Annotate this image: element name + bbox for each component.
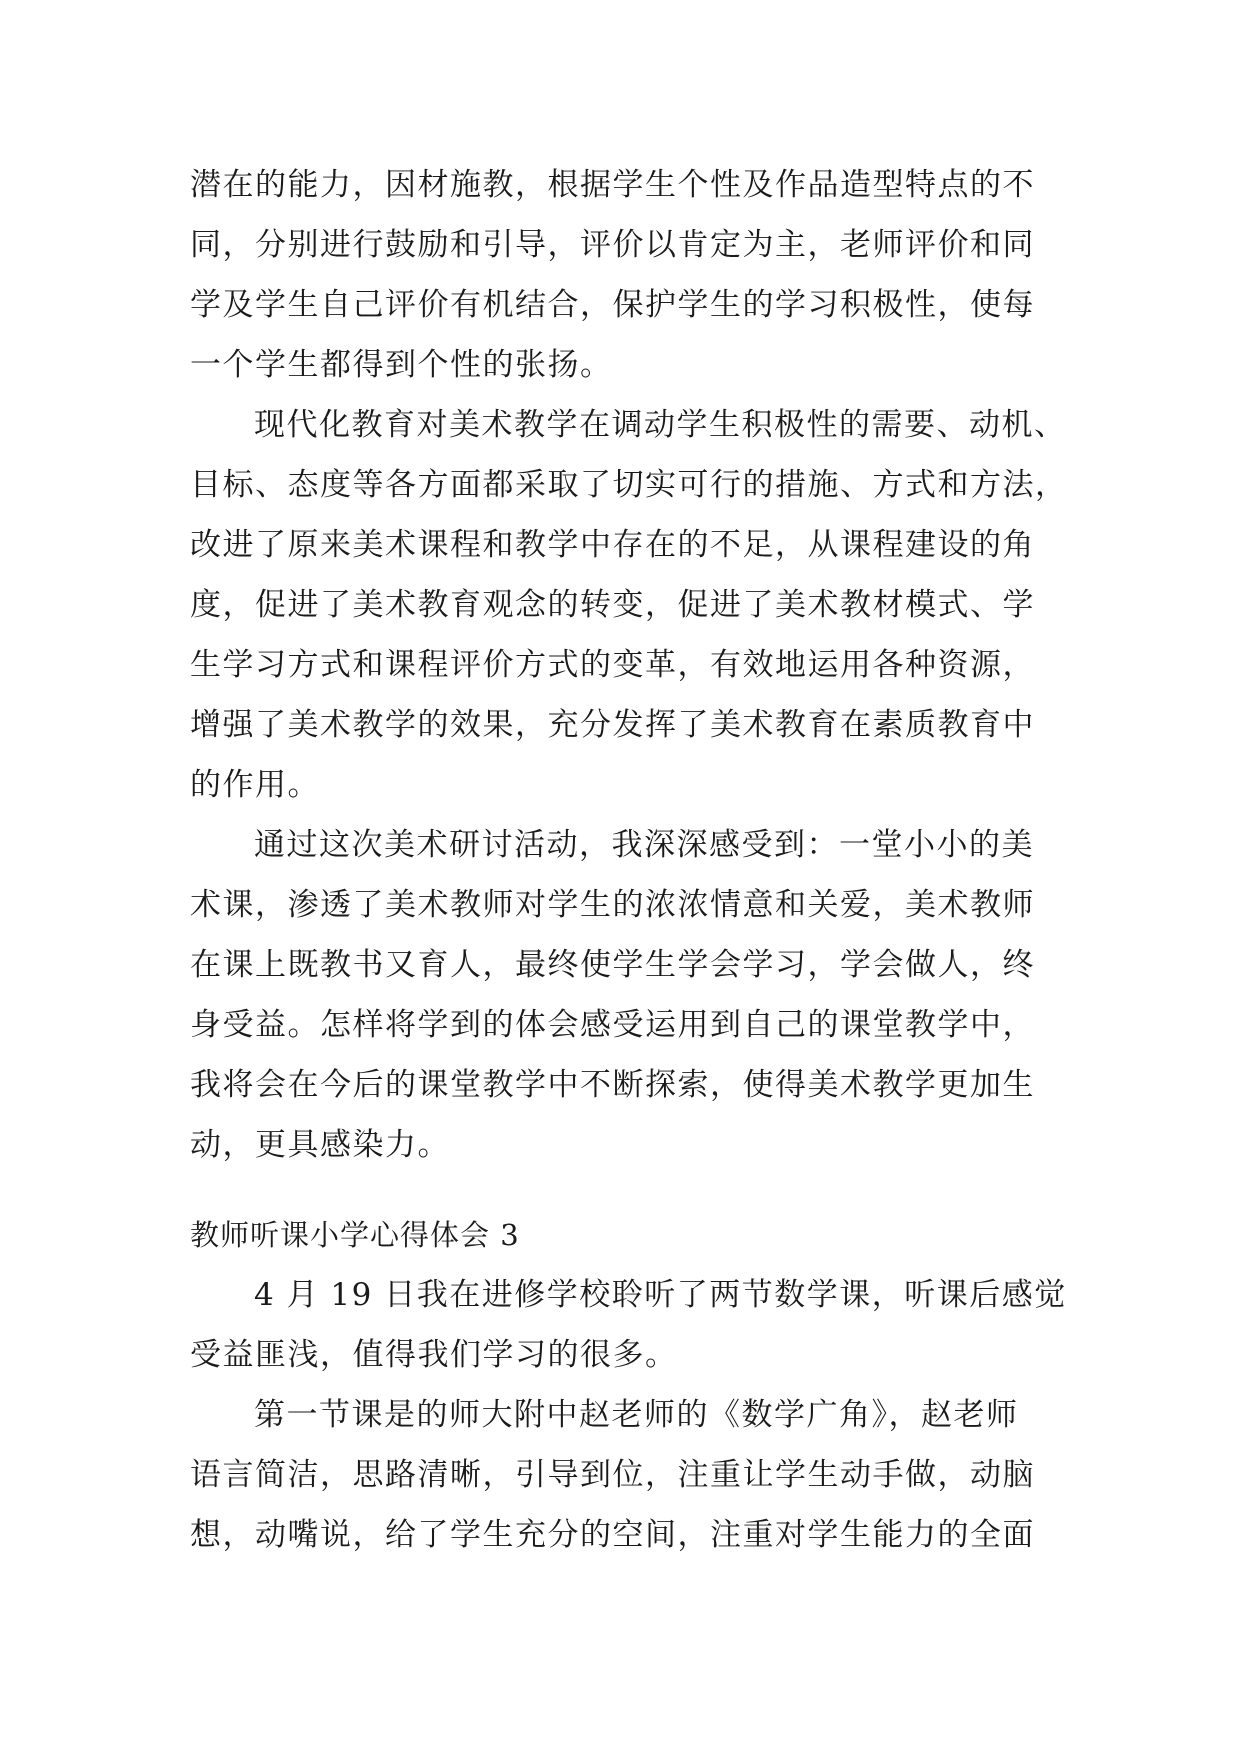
paragraph-line: 通过这次美术研讨活动，我深深感受到：一堂小小的美	[254, 827, 1034, 863]
paragraph-line: 受益匪浅，值得我们学习的很多。	[190, 1337, 678, 1373]
paragraph-line: 现代化教育对美术教学在调动学生积极性的需要、动机、	[254, 407, 1067, 443]
paragraph-line: 度，促进了美术教育观念的转变，促进了美术教材模式、学	[190, 587, 1035, 623]
paragraph-line: 潜在的能力，因材施教，根据学生个性及作品造型特点的不	[190, 167, 1035, 203]
paragraph-line: 改进了原来美术课程和教学中存在的不足，从课程建设的角	[190, 527, 1035, 563]
paragraph-line: 学及学生自己评价有机结合，保护学生的学习积极性，使每	[190, 287, 1035, 323]
paragraph-line: 想，动嘴说，给了学生充分的空间，注重对学生能力的全面	[190, 1517, 1035, 1553]
paragraph-line: 同，分别进行鼓励和引导，评价以肯定为主，老师评价和同	[190, 227, 1035, 263]
paragraph-line: 我将会在今后的课堂教学中不断探索，使得美术教学更加生	[190, 1067, 1035, 1103]
paragraph-line: 4 月 19 日我在进修学校聆听了两节数学课，听课后感觉	[254, 1277, 1067, 1313]
paragraph-line: 身受益。怎样将学到的体会感受运用到自己的课堂教学中，	[190, 1007, 1035, 1043]
paragraph-line: 在课上既教书又育人，最终使学生学会学习，学会做人，终	[190, 947, 1035, 983]
paragraph-line: 第一节课是的师大附中赵老师的《数学广角》，赵老师	[254, 1397, 1019, 1433]
paragraph-line: 生学习方式和课程评价方式的变革，有效地运用各种资源，	[190, 647, 1035, 683]
paragraph-line: 术课，渗透了美术教师对学生的浓浓情意和关爱，美术教师	[190, 887, 1035, 923]
paragraph-line: 语言简洁，思路清晰，引导到位，注重让学生动手做，动脑	[190, 1457, 1035, 1493]
paragraph-line: 一个学生都得到个性的张扬。	[190, 347, 613, 383]
paragraph-line: 动，更具感染力。	[190, 1127, 450, 1163]
section-heading: 教师听课小学心得体会 3	[190, 1218, 520, 1252]
paragraph-line: 增强了美术教学的效果，充分发挥了美术教育在素质教育中	[190, 707, 1035, 743]
paragraph-line: 目标、态度等各方面都采取了切实可行的措施、方式和方法，	[190, 467, 1068, 503]
paragraph-line: 的作用。	[190, 767, 320, 803]
